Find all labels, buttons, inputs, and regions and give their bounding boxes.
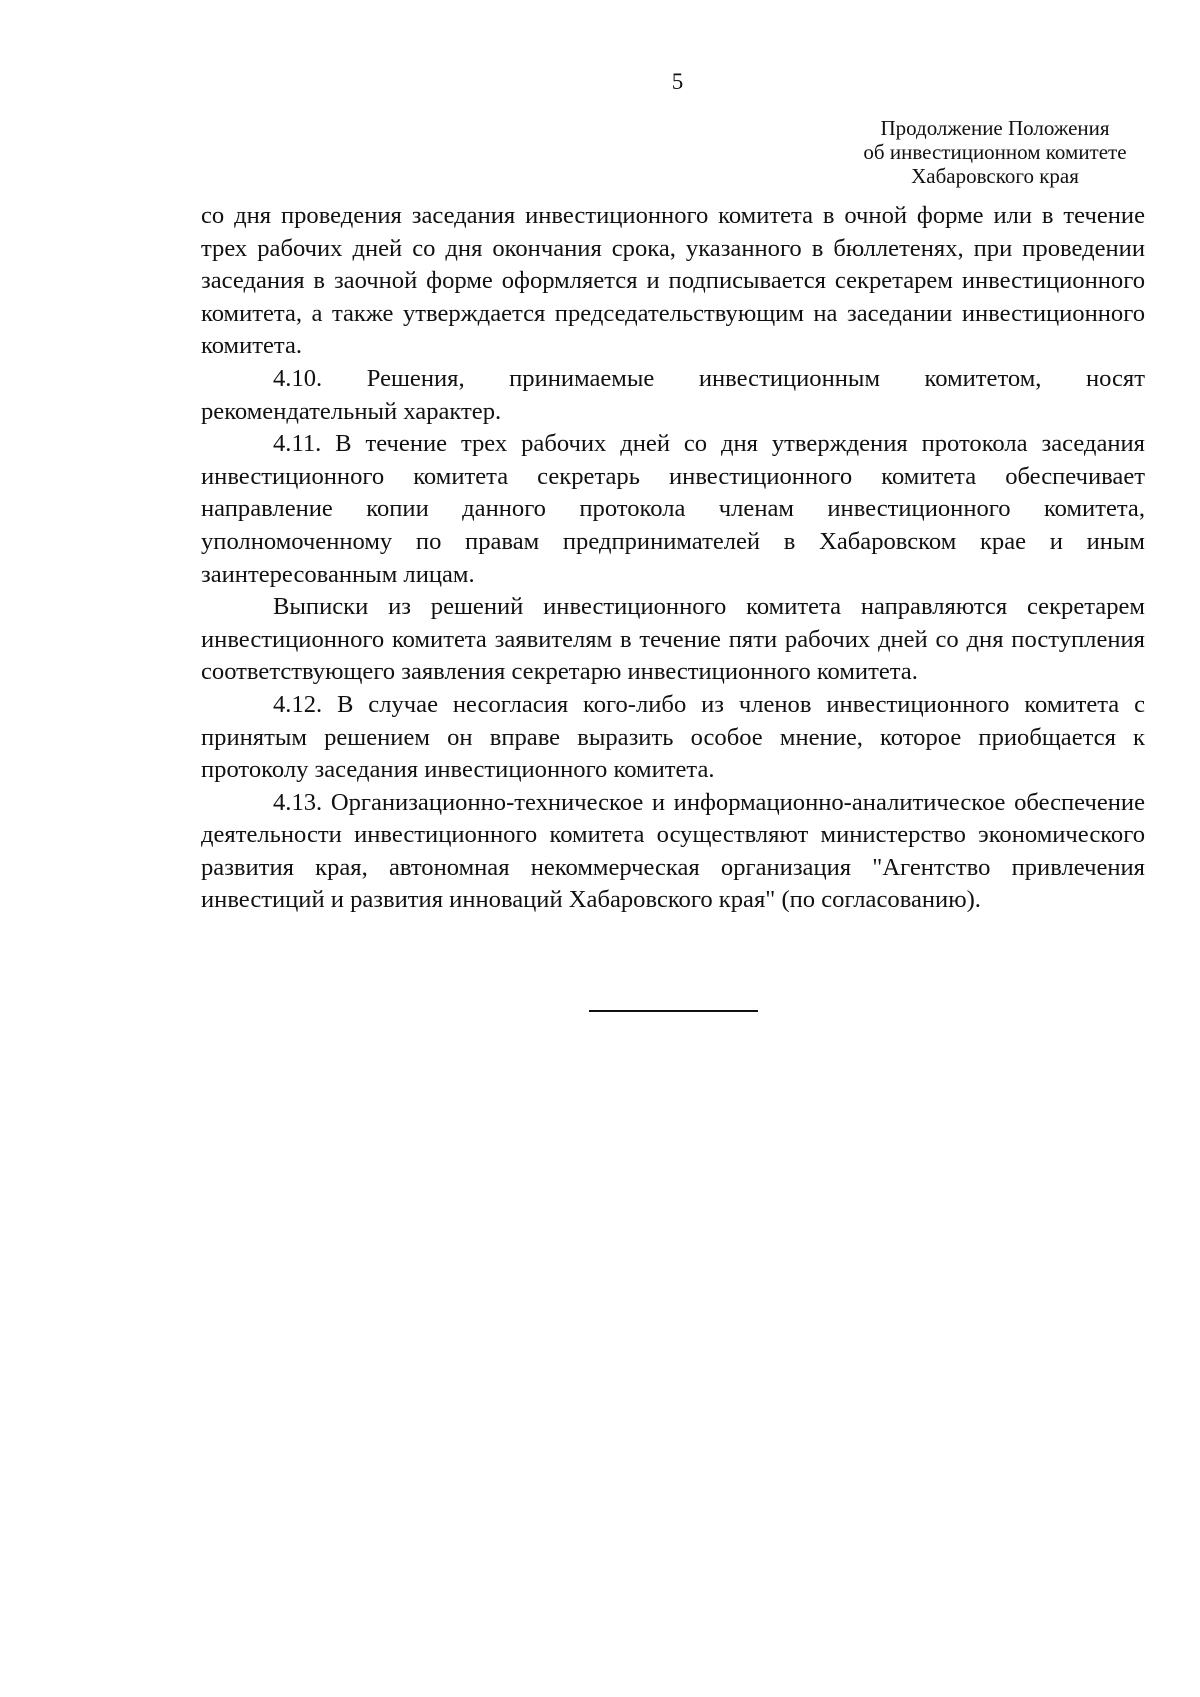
paragraph-4-13: 4.13. Организационно-техническое и информационно-аналитическое обеспечение деятельности инвестиционного комитета осуществляют министерство экономического развития края, автономная некоммерческая организация "Агентство привлечения инвестиций и развития инноваций Хабаровского края" (по согласованию). [201,788,1145,914]
paragraph-4-10: 4.10. Решения, принимаемые инвестиционным комитетом, носят рекомендательный характер. [201,364,1145,425]
paragraph-continuation: со дня проведения заседания инвестиционного комитета в очной форме или в течение трех рабочих дней со дня окончания срока, указанного в бюллетенях, при проведении заседания в заочной форме оформляется и подписывается секретарем инвестиционного комитета, а также утверждается председательствующим на заседании инвестиционного комитета. [201,202,1145,360]
paragraph-extracts: Выписки из решений инвестиционного комитета направляются секретарем инвестиционного комитета заявителям в течение пяти рабочих дней со дня поступления соответствующего заявления секретарю инвестиционного комитета. [201,593,1145,686]
header-note [820,116,1170,188]
page-number: 5 [671,69,684,94]
paragraph-4-11: 4.11. В течение трех рабочих дней со дня утверждения протокола заседания инвестиционного комитета секретарь инвестиционного комитета обеспечивает направление копии данного протокола членам инвестиционного комитета, уполномоченному по правам предпринимателей в Хабаровском крае и иным заинтересованным лицам. [201,430,1145,588]
document-body [201,200,1145,917]
header-note-line-1: Продолжение Положения [880,116,1110,140]
paragraph-4-12: 4.12. В случае несогласия кого-либо из членов инвестиционного комитета с принятым решением он вправе выразить особое мнение, которое приобщается к протоколу заседания инвестиционного комитета. [201,690,1145,784]
end-of-document-line [589,1010,758,1012]
header-note-line-3: Хабаровского края [911,164,1079,188]
header-note-line-2: об инвестиционном комитете [863,140,1127,164]
